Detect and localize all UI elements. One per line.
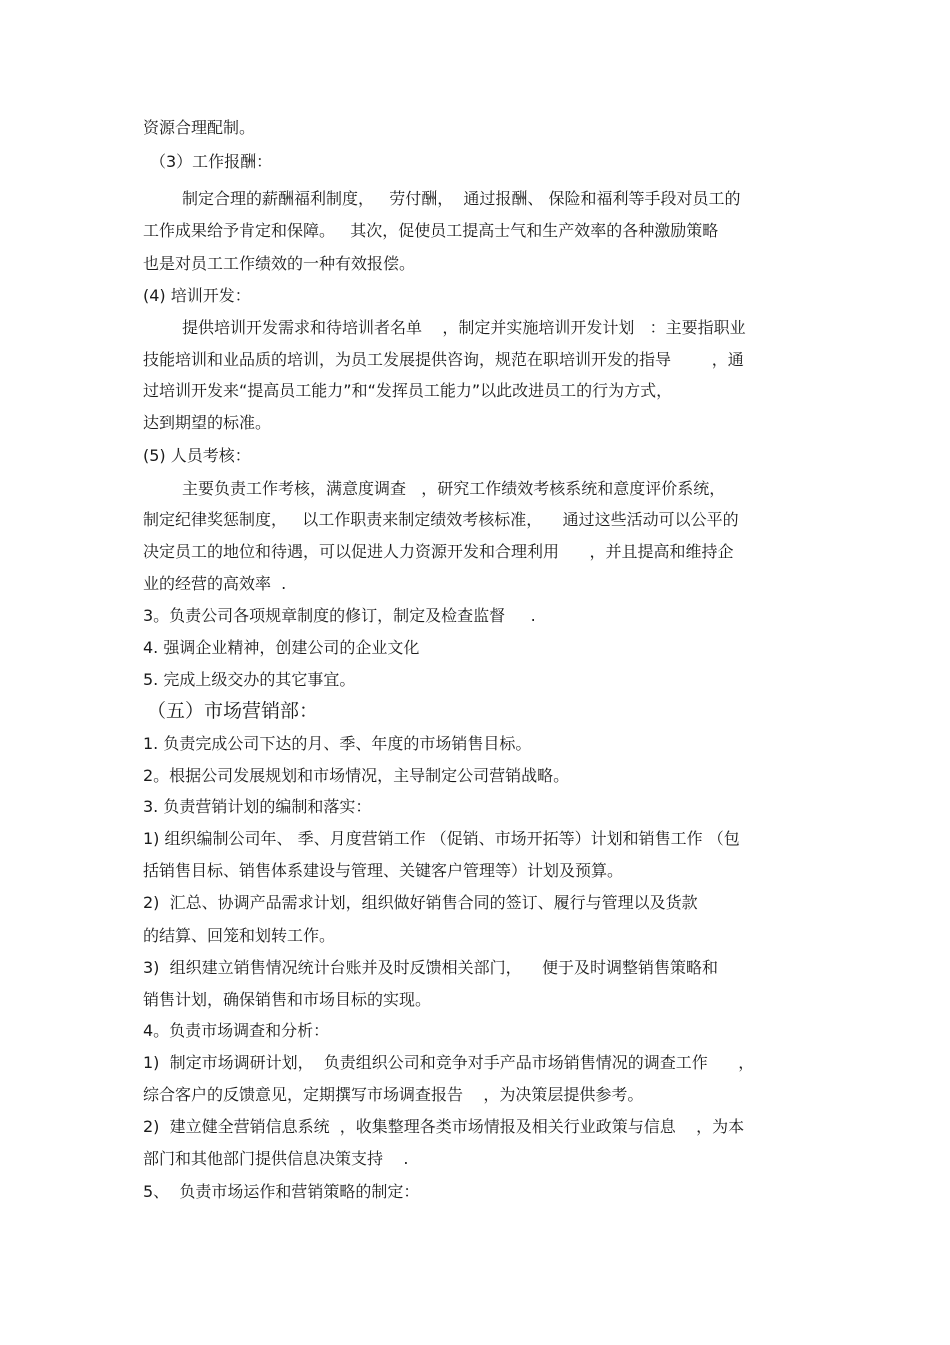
text-line: 提供培训开发需求和待培训者名单 ，制定并实施培训开发计划 ：主要指职业: [182, 318, 746, 337]
text-line: 资源合理配制。: [143, 118, 256, 137]
list-item: 5、 负责市场运作和营销策略的制定：: [143, 1182, 420, 1201]
text-line: 括销售目标、销售体系建设与管理、关键客户管理等）计划及预算。: [143, 861, 624, 880]
list-item: 3) 组织建立销售情况统计台账并及时反馈相关部门， 便于及时调整销售策略和: [143, 958, 718, 977]
subsection-heading: （3）工作报酬：: [150, 152, 273, 171]
text-line: 制定合理的薪酬福利制度， 劳付酬， 通过报酬、 保险和福利等手段对员工的: [182, 189, 741, 208]
text-line: 技能培训和业品质的培训，为员工发展提供咨询，规范在职培训开发的指导 ，通: [143, 350, 744, 369]
list-item: 4. 强调企业精神，创建公司的企业文化: [143, 638, 420, 657]
text-line: 过培训开发来“提高员工能力”和“发挥员工能力”以此改进员工的行为方式，: [143, 381, 673, 400]
list-item: 4。负责市场调查和分析：: [143, 1021, 330, 1040]
list-item: 2) 汇总、协调产品需求计划，组织做好销售合同的签订、履行与管理以及货款: [143, 893, 698, 912]
text-line: 的结算、回笼和划转工作。: [143, 926, 336, 945]
section-heading: （五）市场营销部：: [147, 700, 319, 722]
text-line: 达到期望的标准。: [143, 413, 272, 432]
list-item: 3。负责公司各项规章制度的修订，制定及检查监督 .: [143, 606, 536, 625]
list-item: 2) 建立健全营销信息系统 ，收集整理各类市场情报及相关行业政策与信息 ，为本: [143, 1117, 745, 1136]
text-line: 业的经营的高效率 .: [143, 574, 287, 593]
text-line: 工作成果给予肯定和保障。 其次，促使员工提高士气和生产效率的各种激励策略: [143, 221, 719, 240]
list-item: 1) 组织编制公司年、 季、月度营销工作 （促销、市场开拓等）计划和销售工作 （包: [143, 829, 740, 848]
text-line: 制定纪律奖惩制度， 以工作职责来制定绩效考核标准， 通过这些活动可以公平的: [143, 510, 739, 529]
list-item: 1. 负责完成公司下达的月、季、年度的市场销售目标。: [143, 734, 532, 753]
text-line: 部门和其他部门提供信息决策支持 .: [143, 1149, 409, 1168]
text-line: 销售计划，确保销售和市场目标的实现。: [143, 990, 432, 1009]
text-line: 也是对员工工作绩效的一种有效报偿。: [143, 254, 416, 273]
list-item: 2。根据公司发展规划和市场情况，主导制定公司营销战略。: [143, 766, 570, 785]
subsection-heading: (4) 培训开发：: [143, 286, 251, 305]
subsection-heading: (5) 人员考核：: [143, 446, 251, 465]
list-item: 5. 完成上级交办的其它事宜。: [143, 670, 356, 689]
text-line: 决定员工的地位和待遇，可以促进人力资源开发和合理利用 ，并且提高和维持企: [143, 542, 734, 561]
text-line: 主要负责工作考核，满意度调查 ，研究工作绩效考核系统和意度评价系统，: [182, 479, 726, 498]
list-item: 1) 制定市场调研计划， 负责组织公司和竞争对手产品市场销售情况的调查工作 ，: [143, 1053, 755, 1072]
list-item: 3. 负责营销计划的编制和落实：: [143, 797, 372, 816]
text-line: 综合客户的反馈意见，定期撰写市场调查报告 ，为决策层提供参考。: [143, 1085, 644, 1104]
